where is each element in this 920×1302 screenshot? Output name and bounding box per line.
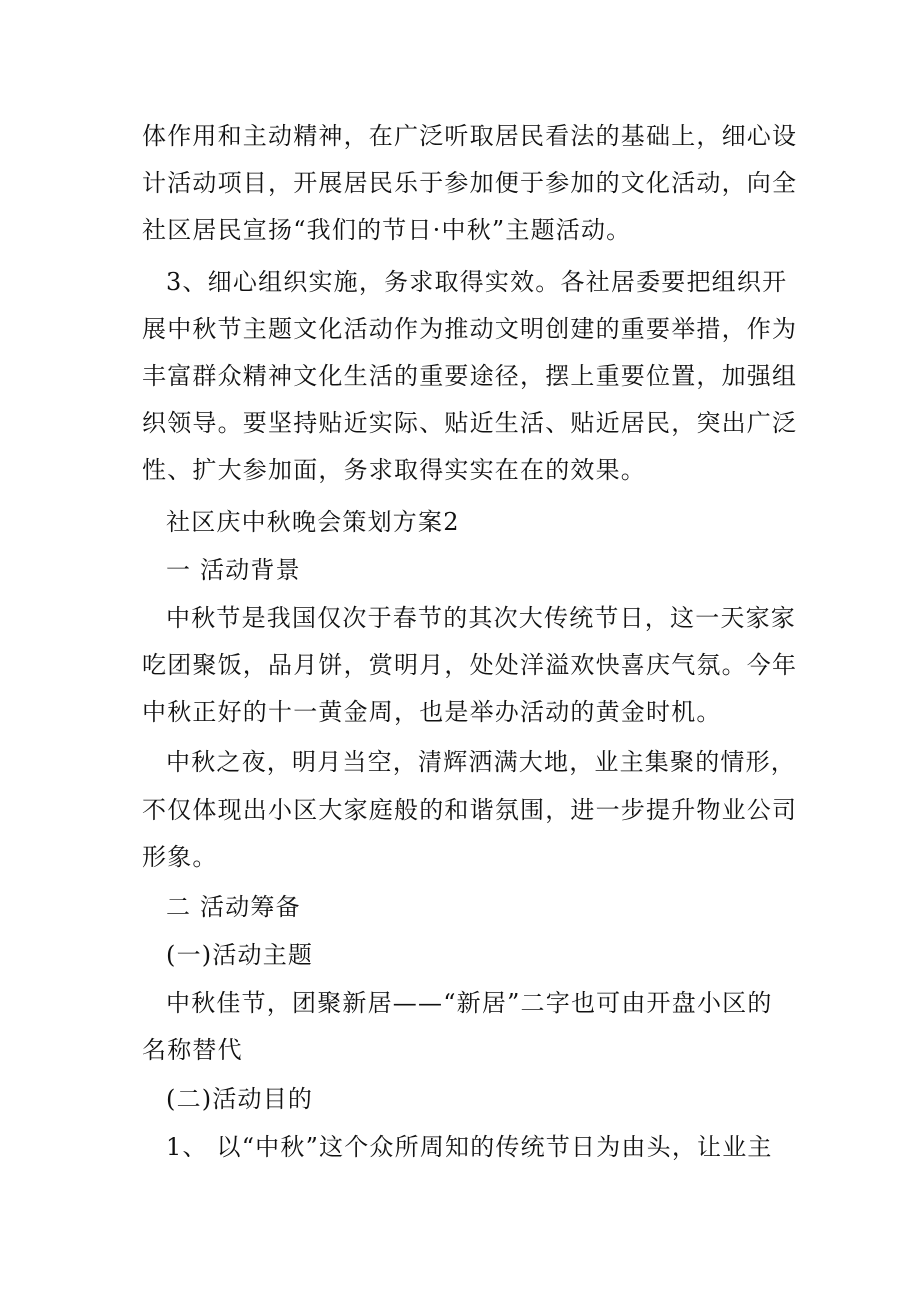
paragraph-line: 中秋之夜，明月当空，清辉洒满大地，业主集聚的情形， bbox=[166, 748, 796, 776]
paragraph-line: 性、扩大参加面，务求取得实实在在的效果。 bbox=[142, 456, 646, 484]
paragraph-line: 3、细心组织实施，务求取得实效。各社居委要把组织开 bbox=[166, 268, 788, 296]
section-title: 社区庆中秋晚会策划方案2 bbox=[166, 508, 460, 536]
subsection-heading: (一)活动主题 bbox=[166, 941, 314, 969]
paragraph-line: 丰富群众精神文化生活的重要途径，摆上重要位置，加强组 bbox=[142, 362, 798, 390]
paragraph-line: 吃团聚饭，品月饼，赏明月，处处洋溢欢快喜庆气氛。今年 bbox=[142, 651, 798, 679]
paragraph-line: 中秋节是我国仅次于春节的其次大传统节日，这一天家家 bbox=[166, 604, 796, 632]
paragraph-line: 计活动项目，开展居民乐于参加便于参加的文化活动，向全 bbox=[142, 169, 798, 197]
paragraph-line: 形象。 bbox=[142, 843, 218, 871]
paragraph-line: 名称替代 bbox=[142, 1036, 243, 1064]
paragraph-line: 1、 以“中秋”这个众所周知的传统节日为由头，让业主 bbox=[166, 1133, 773, 1161]
paragraph-line: 不仅体现出小区大家庭般的和谐氛围，进一步提升物业公司 bbox=[142, 796, 798, 824]
paragraph-line: 社区居民宣扬“我们的节日·中秋”主题活动。 bbox=[142, 216, 632, 244]
section-heading: 二 活动筹备 bbox=[166, 893, 301, 921]
paragraph-line: 展中秋节主题文化活动作为推动文明创建的重要举措，作为 bbox=[142, 315, 798, 343]
paragraph-line: 中秋佳节，团聚新居——“新居”二字也可由开盘小区的 bbox=[166, 989, 773, 1017]
subsection-heading: (二)活动目的 bbox=[166, 1085, 314, 1113]
paragraph-line: 中秋正好的十一黄金周，也是举办活动的黄金时机。 bbox=[142, 698, 722, 726]
section-heading: 一 活动背景 bbox=[166, 556, 301, 584]
paragraph-line: 织领导。要坚持贴近实际、贴近生活、贴近居民，突出广泛 bbox=[142, 409, 798, 437]
paragraph-line: 体作用和主动精神，在广泛听取居民看法的基础上，细心设 bbox=[142, 122, 798, 150]
